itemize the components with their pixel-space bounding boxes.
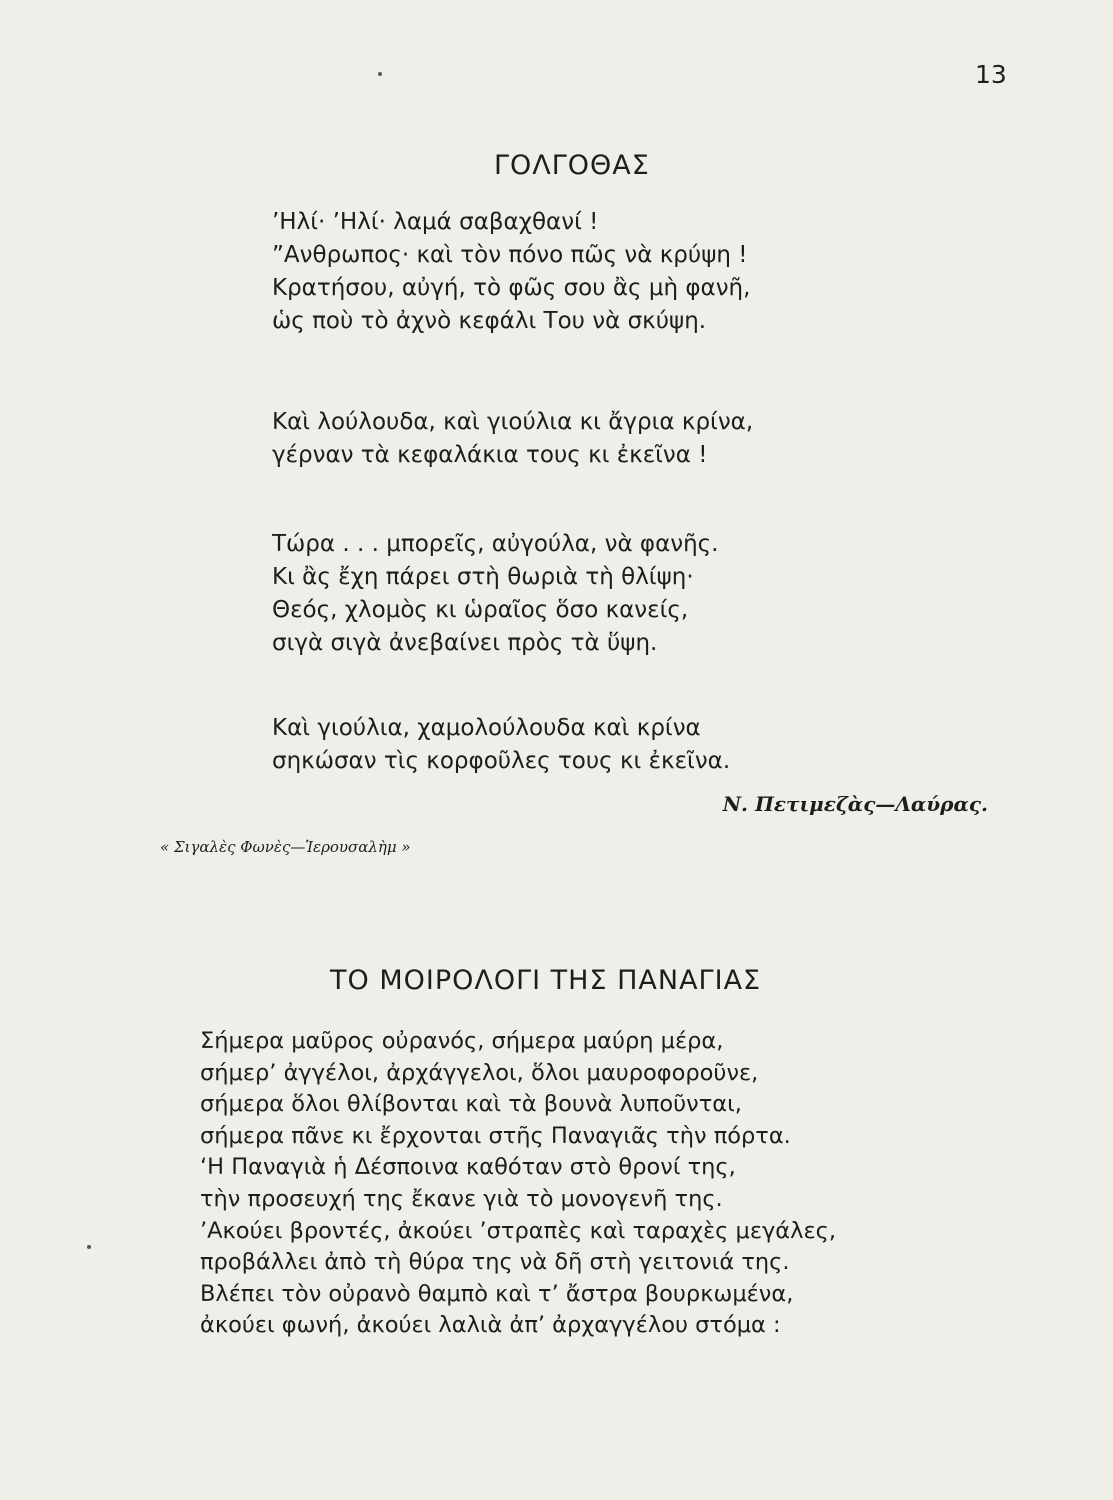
verse-line: σήμερ’ ἀγγέλοι, ἀρχάγγελοι, ὅλοι μαυροφοροῦνε, bbox=[200, 1059, 759, 1086]
verse-line: ’Ηλί· ’Ηλί· λαμά σαβαχθανί ! bbox=[272, 209, 599, 235]
verse-line: προβάλλει ἀπὸ τὴ θύρα της νὰ δῆ στὴ γειτονιά της. bbox=[200, 1249, 790, 1276]
verse-line: Κρατήσου, αὐγή, τὸ φῶς σου ἂς μὴ φανῆ, bbox=[272, 275, 751, 301]
poem-source: « Σιγαλὲς Φωνὲς—Ἱερουσαλὴμ » bbox=[160, 838, 411, 856]
stanza-3 bbox=[272, 528, 972, 660]
verse-line: Καὶ λούλουδα, καὶ γιούλια κι ἄγρια κρίνα, bbox=[272, 409, 754, 435]
verse-line: Βλέπει τὸν οὐρανὸ θαμπὸ καὶ τ’ ἄστρα βουρκωμένα, bbox=[200, 1280, 794, 1307]
verse-line: ‘Η Παναγιὰ ἡ Δέσποινα καθόταν στὸ θρονί της, bbox=[200, 1154, 736, 1181]
poem-body-moirologi bbox=[200, 1026, 1000, 1342]
verse-line: τὴν προσευχή της ἔκανε γιὰ τὸ μονογενῆ της. bbox=[200, 1185, 723, 1212]
stanza-1 bbox=[272, 206, 972, 338]
verse-line: ’Ακούει βροντές, ἀκούει ’στραπὲς καὶ ταραχὲς μεγάλες, bbox=[200, 1217, 836, 1244]
verse-line: σιγὰ σιγὰ ἀνεβαίνει πρὸς τὰ ὕψη. bbox=[272, 630, 658, 656]
verse-line: Τώρα . . . μπορεῖς, αὐγούλα, νὰ φανῆς. bbox=[272, 531, 719, 557]
verse-line: Θεός, χλομὸς κι ὡραῖος ὅσο κανείς, bbox=[272, 597, 689, 623]
verse-line: ἀκούει φωνή, ἀκούει λαλιὰ ἀπ’ ἀρχαγγέλου στόμα : bbox=[200, 1312, 781, 1339]
stanza-4 bbox=[272, 712, 972, 778]
page-number: 13 bbox=[975, 60, 1007, 89]
verse-line: γέρναν τὰ κεφαλάκια τους κι ἐκεῖνα ! bbox=[272, 442, 708, 468]
verse-line: ὡς ποὺ τὸ ἀχνὸ κεφάλι Του νὰ σκύψη. bbox=[272, 308, 707, 334]
verse-line: Σήμερα μαῦρος οὐρανός, σήμερα μαύρη μέρα, bbox=[200, 1028, 724, 1054]
verse-line: σηκώσαν τὶς κορφοῦλες τους κι ἐκεῖνα. bbox=[272, 748, 731, 774]
ink-speck bbox=[378, 72, 382, 76]
poem-title-moirologi: ΤΟ ΜΟΙΡΟΛΟΓΙ ΤΗΣ ΠΑΝΑΓΙΑΣ bbox=[330, 965, 762, 996]
verse-line: σήμερα ὅλοι θλίβονται καὶ τὰ βουνὰ λυποῦνται, bbox=[200, 1091, 742, 1118]
verse-line: σήμερα πᾶνε κι ἔρχονται στῆς Παναγιᾶς τὴν πόρτα. bbox=[200, 1122, 791, 1149]
ink-speck bbox=[87, 1245, 91, 1249]
verse-line: Καὶ γιούλια, χαμολούλουδα καὶ κρίνα bbox=[272, 715, 701, 741]
stanza-2 bbox=[272, 406, 972, 472]
poem-title-golgotha: ΓΟΛΓΟΘΑΣ bbox=[494, 150, 650, 181]
verse-line: ”Ανθρωπος· καὶ τὸν πόνο πῶς νὰ κρύψη ! bbox=[272, 242, 748, 268]
verse-line: Κι ἂς ἔχη πάρει στὴ θωριὰ τὴ θλίψη· bbox=[272, 564, 694, 590]
poem-author: Ν. Πετιμεζὰς—Λαύρας. bbox=[722, 792, 988, 816]
